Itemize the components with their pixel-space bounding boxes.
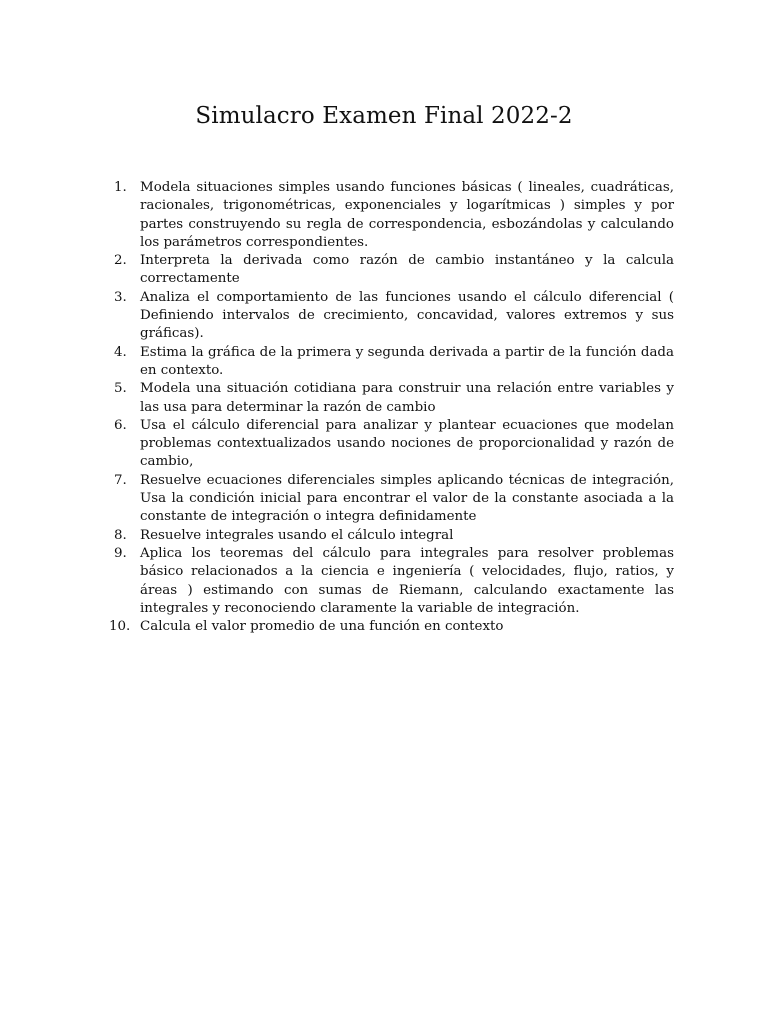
list-item: [104, 179, 674, 252]
item-number: 3.: [114, 289, 127, 305]
list-item: [104, 417, 674, 472]
item-text: Modela situaciones simples usando funciones básicas ( lineales, cuadráticas, racionales, trigonométricas, exponenciales y logarítmicas ) simples y por partes construyendo su regla de correspondencia, esbozándolas y calculando los parámetros correspondientes.: [140, 180, 674, 250]
item-text: Interpreta la derivada como razón de cambio instantáneo y la calcula correctamente: [140, 253, 674, 287]
list-item: [104, 618, 674, 636]
item-number: 9.: [114, 545, 127, 561]
page-title: Simulacro Examen Final 2022-2: [195, 103, 573, 129]
item-text: Aplica los teoremas del cálculo para integrales para resolver problemas básico relacionados a la ciencia e ingeniería ( velocidades, flujo, ratios, y áreas ) estimando con sumas de Riemann, calculando exactamente las integrales y reconociendo claramente la variable de integración.: [140, 545, 674, 616]
item-number: 10.: [109, 619, 131, 635]
list-item: [104, 252, 674, 289]
item-text: Calcula el valor promedio de una función en contexto: [140, 619, 504, 635]
item-text: Estima la gráfica de la primera y segunda derivada a partir de la función dada en contexto.: [140, 344, 674, 378]
list-item: [104, 380, 674, 417]
item-number: 2.: [114, 253, 127, 269]
list-item: [104, 472, 674, 527]
item-number: 6.: [114, 417, 127, 433]
item-number: 7.: [114, 472, 127, 488]
item-text: Resuelve ecuaciones diferenciales simples aplicando técnicas de integración, Usa la condición inicial para encontrar el valor de la constante asociada a la constante de integración o integra definidamente: [140, 472, 674, 525]
item-text: Resuelve integrales usando el cálculo integral: [140, 527, 454, 543]
item-number: 4.: [114, 344, 127, 360]
item-number: 5.: [114, 381, 127, 397]
item-number: 1.: [114, 180, 127, 195]
objectives-list: [104, 179, 674, 636]
item-text: Usa el cálculo diferencial para analizar y plantear ecuaciones que modelan problemas contextualizados usando nociones de proporcionalidad y razón de cambio,: [140, 417, 674, 470]
item-number: 8.: [114, 527, 127, 543]
list-item: [104, 527, 674, 545]
item-text: Analiza el comportamiento de las funciones usando el cálculo diferencial ( Definiendo intervalos de crecimiento, concavidad, valores extremos y sus gráficas).: [140, 289, 674, 342]
item-text: Modela una situación cotidiana para construir una relación entre variables y las usa para determinar la razón de cambio: [140, 381, 674, 415]
list-item: [104, 344, 674, 381]
list-item: [104, 545, 674, 618]
list-item: [104, 289, 674, 344]
